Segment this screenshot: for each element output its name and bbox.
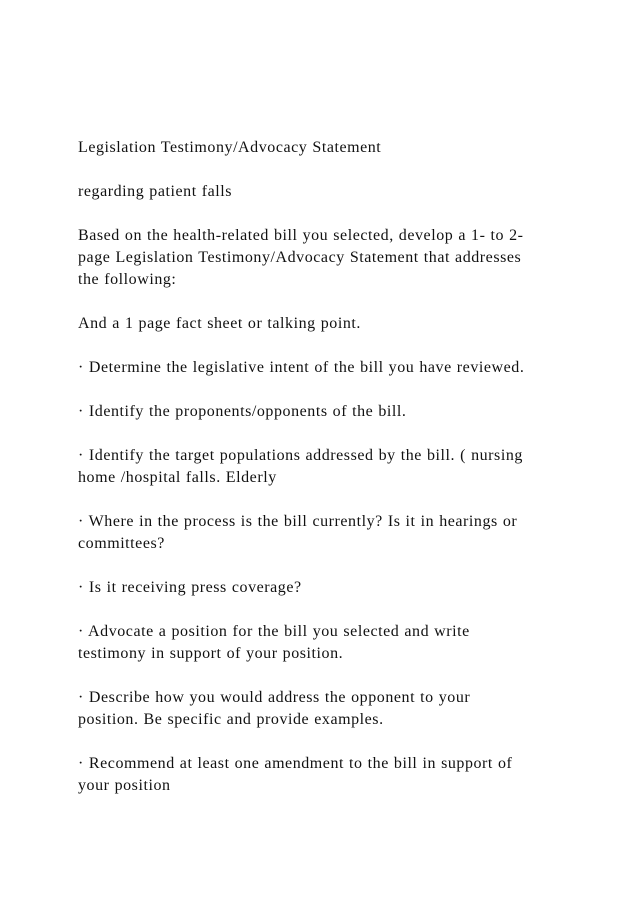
- bullet-press-coverage: · Is it receiving press coverage?: [78, 579, 302, 596]
- fact-sheet-note: And a 1 page fact sheet or talking point.: [78, 315, 361, 332]
- bullet-recommend-amendment: · Recommend at least one amendment to the bill in support of your position: [78, 755, 513, 794]
- assignment-intro: Based on the health-related bill you selected, develop a 1- to 2- page Legislation Testimony/Advocacy Statement that addresses the following:: [78, 227, 524, 288]
- document-subtitle: regarding patient falls: [78, 183, 233, 200]
- bullet-legislative-intent: · Determine the legislative intent of the bill you have reviewed.: [78, 359, 525, 376]
- document-title: Legislation Testimony/Advocacy Statement: [78, 139, 382, 156]
- document-body: [78, 137, 568, 819]
- bullet-address-opponent: · Describe how you would address the opponent to your position. Be specific and provide examples.: [78, 689, 471, 728]
- bullet-process-status: · Where in the process is the bill currently? Is it in hearings or committees?: [78, 513, 518, 552]
- bullet-proponents-opponents: · Identify the proponents/opponents of the bill.: [78, 403, 407, 420]
- bullet-advocate-position: · Advocate a position for the bill you selected and write testimony in support of your position.: [78, 623, 470, 662]
- bullet-target-populations: · Identify the target populations addressed by the bill. ( nursing home /hospital falls. Elderly: [78, 447, 523, 486]
